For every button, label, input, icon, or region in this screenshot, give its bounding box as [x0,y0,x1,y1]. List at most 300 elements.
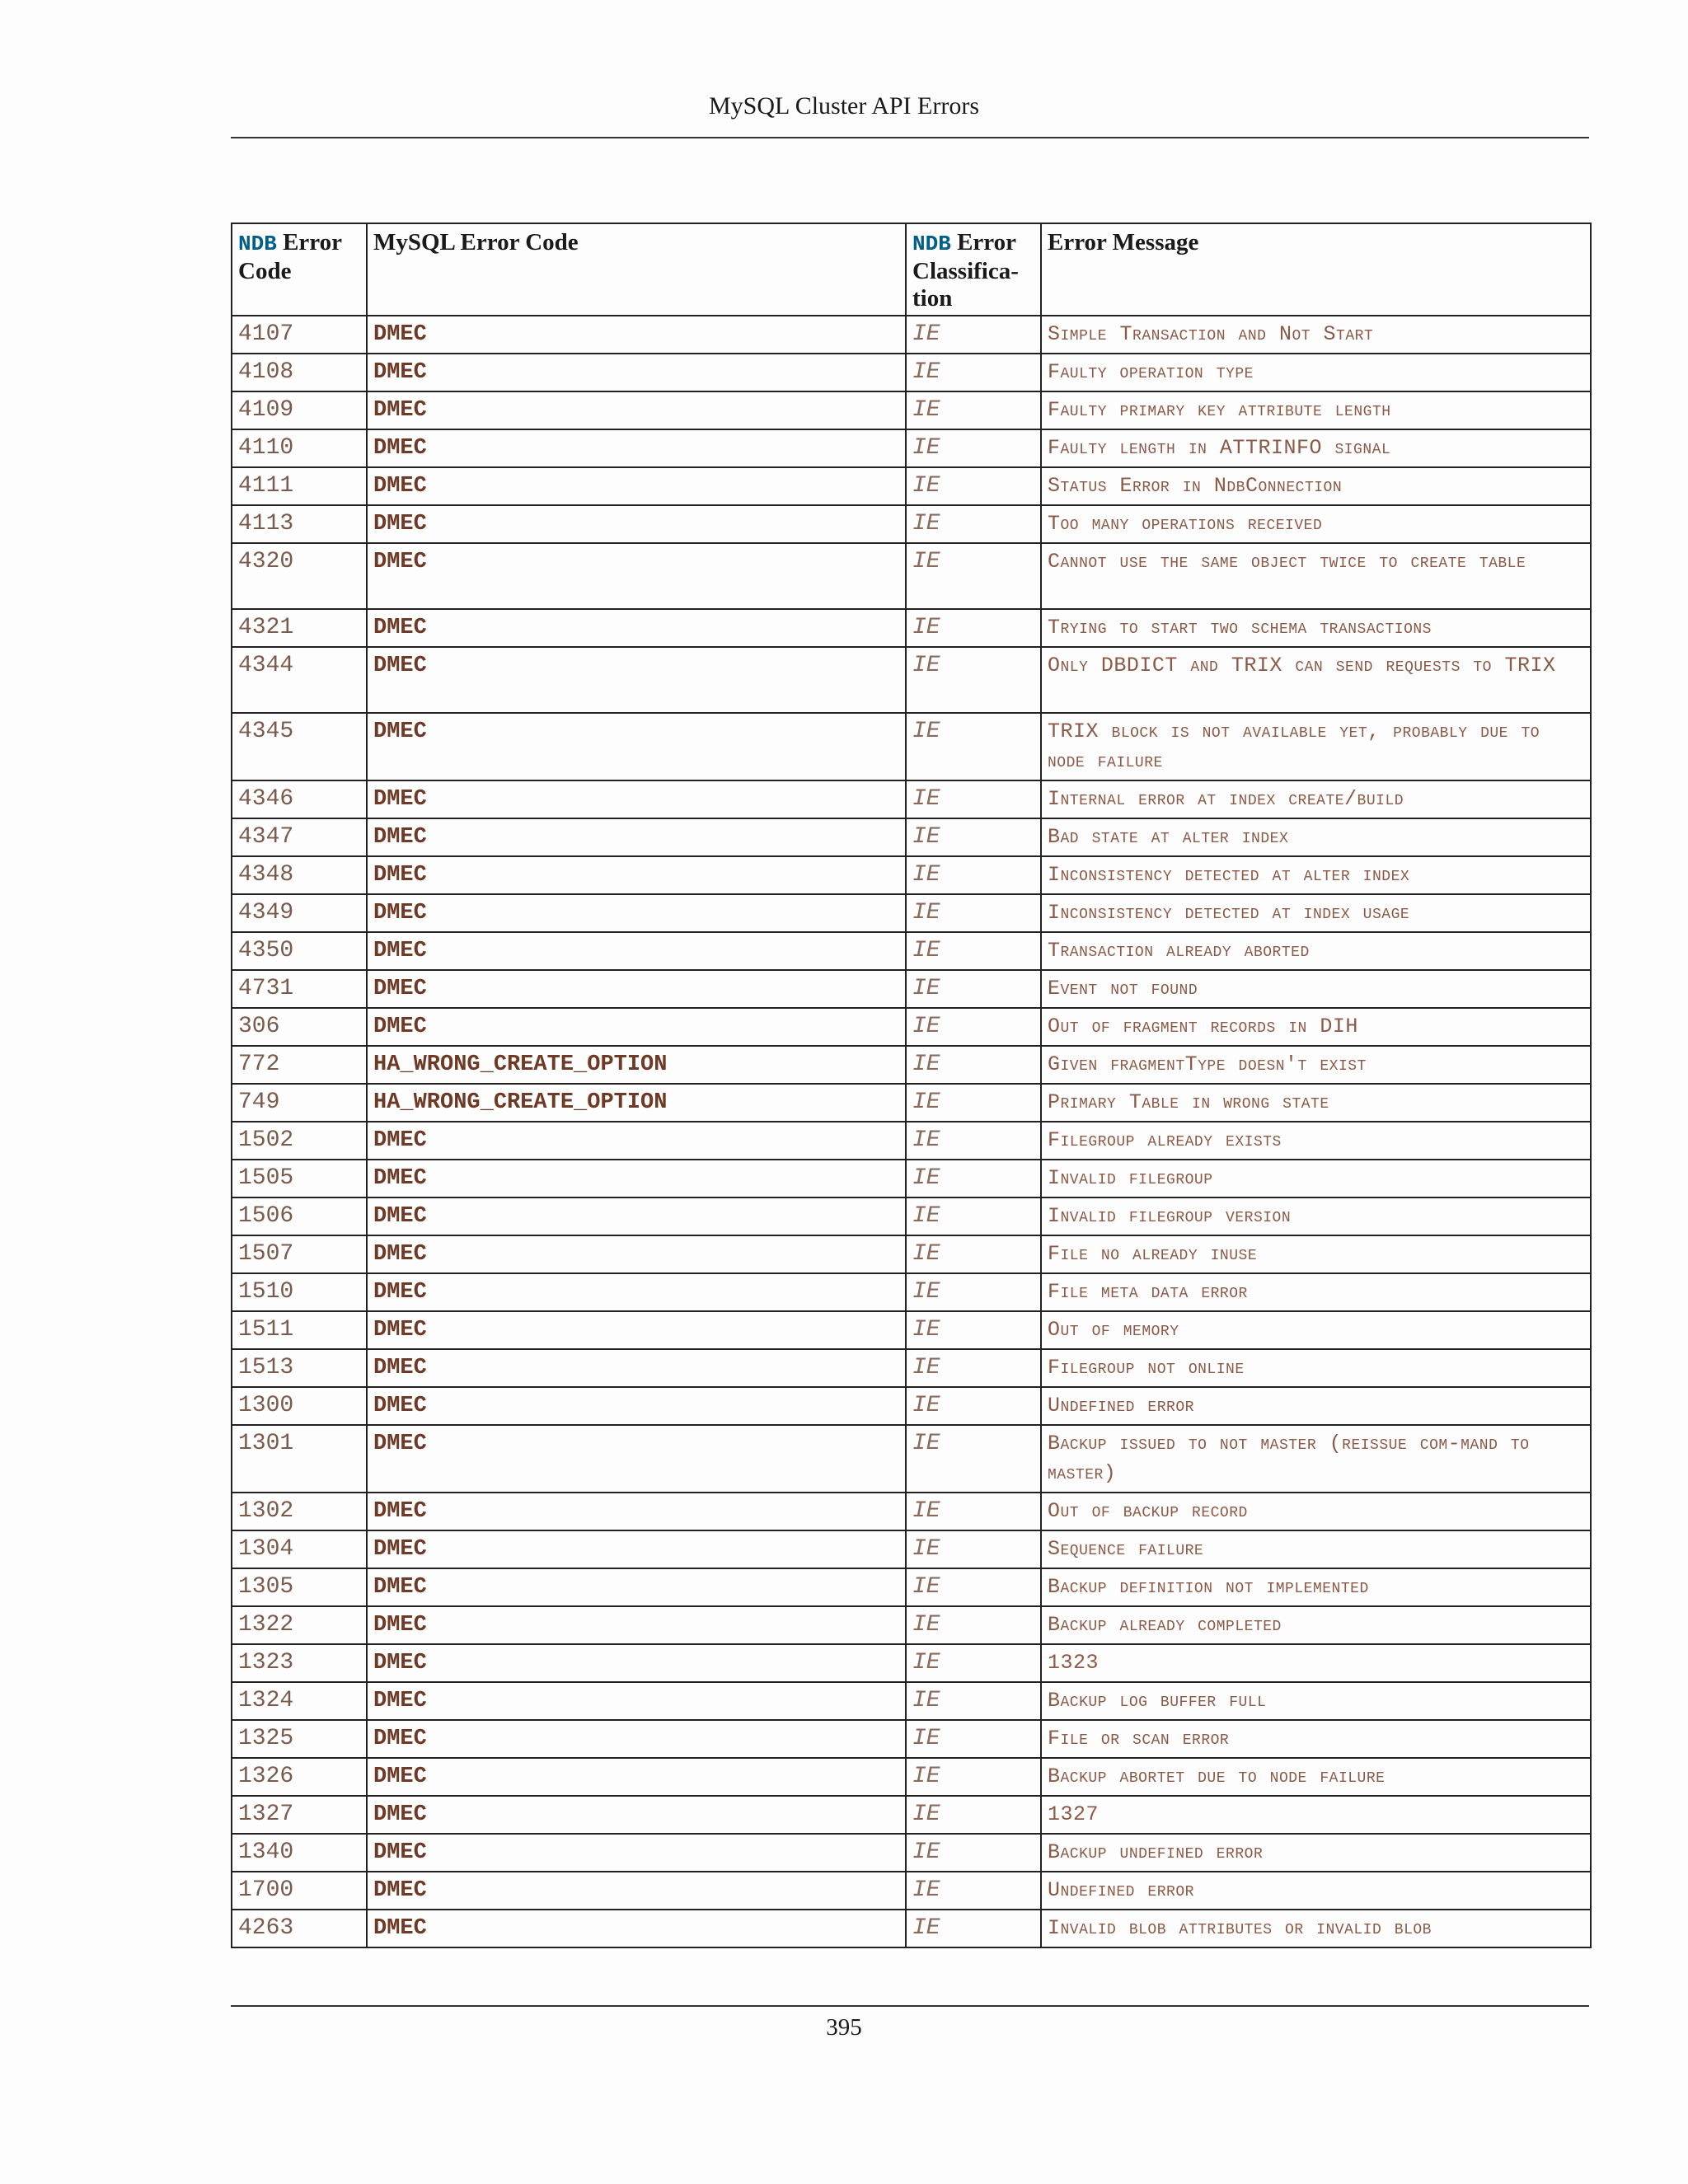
error-message-cell [1041,1644,1591,1682]
ndb-error-code-cell [232,1197,367,1235]
ndb-error-code-text: 1340 [238,1840,294,1865]
table-row [232,1273,1591,1311]
table-row [232,1197,1591,1235]
error-message-text: File meta data error [1048,1280,1248,1304]
mysql-error-code-cell [367,543,906,609]
table-row [232,1235,1591,1273]
classification-cell [906,1387,1041,1425]
mysql-error-code-cell [367,391,906,429]
ndb-error-code-text: 306 [238,1014,280,1039]
classification-cell [906,647,1041,713]
table-row [232,1160,1591,1197]
header-label: MySQL Error Code [373,229,579,255]
ndb-error-code-cell [232,1008,367,1046]
mysql-error-code-cell [367,1493,906,1530]
error-message-cell [1041,391,1591,429]
mysql-error-code-text: DMEC [373,1318,427,1343]
classification-cell [906,609,1041,647]
ndb-error-code-cell [232,1796,367,1834]
error-message-text: Inconsistency detected at alter index [1048,863,1410,887]
error-message-text: Invalid filegroup [1048,1166,1213,1190]
ndb-error-code-cell [232,354,367,391]
classification-text: IE [912,1574,940,1600]
mysql-error-code-cell [367,354,906,391]
table-row [232,429,1591,467]
error-message-cell [1041,970,1591,1008]
table-row [232,1008,1591,1046]
classification-cell [906,1008,1041,1046]
mysql-error-code-text: HA_WRONG_CREATE_OPTION [373,1090,668,1115]
header-mysql-error-code [367,223,906,316]
ndb-error-code-text: 1325 [238,1726,294,1751]
mysql-error-code-text: DMEC [373,474,427,499]
table-row [232,1872,1591,1910]
ndb-error-code-cell [232,647,367,713]
mysql-error-code-cell [367,1160,906,1197]
error-message-text: Sequence failure [1048,1537,1204,1561]
mysql-error-code-text: DMEC [373,719,427,744]
header-ndb-error-classification [906,223,1041,316]
table-row [232,818,1591,856]
error-message-text: Only DBDICT and TRIX can send requests to TRIX [1048,654,1556,677]
error-message-text: 1323 [1048,1651,1100,1675]
error-message-cell [1041,467,1591,505]
mysql-error-code-text: DMEC [373,550,427,574]
classification-cell [906,1311,1041,1349]
table-row [232,713,1591,780]
mysql-error-code-cell [367,780,906,818]
ndb-error-code-text: 1322 [238,1612,294,1638]
table-row [232,1122,1591,1160]
mysql-error-code-text: DMEC [373,398,427,423]
classification-cell [906,1720,1041,1758]
mysql-error-code-text: DMEC [373,1128,427,1153]
ndb-error-code-cell [232,1160,367,1197]
ndb-prefix: NDB [912,232,951,256]
ndb-error-code-text: 1300 [238,1393,294,1418]
error-message-text: Backup log buffer full [1048,1689,1267,1713]
ndb-error-code-text: 1304 [238,1536,294,1562]
ndb-error-code-text: 772 [238,1052,280,1077]
ndb-error-code-cell [232,856,367,894]
classification-text: IE [912,1431,940,1456]
ndb-error-code-text: 4110 [238,435,294,461]
ndb-error-code-cell [232,1682,367,1720]
table-row [232,1493,1591,1530]
error-message-cell [1041,1872,1591,1910]
classification-cell [906,1682,1041,1720]
classification-cell [906,1796,1041,1834]
table-row [232,316,1591,354]
mysql-error-code-text: DMEC [373,1689,427,1713]
classification-cell [906,543,1041,609]
mysql-error-code-text: HA_WRONG_CREATE_OPTION [373,1052,668,1077]
error-message-text: Filegroup already exists [1048,1128,1282,1152]
table-row [232,1910,1591,1947]
ndb-error-code-text: 1302 [238,1498,294,1524]
mysql-error-code-cell [367,1796,906,1834]
classification-cell [906,1425,1041,1493]
table-row [232,354,1591,391]
mysql-error-code-cell [367,1008,906,1046]
error-message-cell [1041,856,1591,894]
mysql-error-code-text: DMEC [373,1166,427,1191]
error-message-text: Invalid filegroup version [1048,1204,1292,1228]
error-message-cell [1041,894,1591,932]
classification-text: IE [912,1203,940,1229]
classification-text: IE [912,1612,940,1638]
classification-cell [906,970,1041,1008]
error-message-text: Bad state at alter index [1048,825,1289,849]
ndb-error-code-text: 4346 [238,786,294,812]
classification-cell [906,316,1041,354]
classification-text: IE [912,1536,940,1562]
error-message-text: Event not found [1048,977,1198,1001]
mysql-error-code-text: DMEC [373,1280,427,1305]
ndb-error-code-text: 4731 [238,976,294,1001]
mysql-error-code-text: DMEC [373,863,427,888]
error-message-text: Transaction already aborted [1048,939,1310,963]
error-message-cell [1041,1084,1591,1122]
classification-cell [906,1568,1041,1606]
ndb-error-code-cell [232,1046,367,1084]
ndb-error-code-cell [232,391,367,429]
mysql-error-code-cell [367,856,906,894]
error-message-text: Filegroup not online [1048,1356,1245,1380]
mysql-error-code-cell [367,1872,906,1910]
ndb-error-code-cell [232,1387,367,1425]
classification-text: IE [912,1355,940,1380]
error-message-text: Out of backup record [1048,1499,1248,1523]
classification-text: IE [912,719,940,744]
error-message-cell [1041,543,1591,609]
error-message-text: Faulty operation type [1048,360,1254,384]
mysql-error-code-text: DMEC [373,512,427,537]
mysql-error-code-text: DMEC [373,1765,427,1789]
error-message-cell [1041,1682,1591,1720]
classification-text: IE [912,653,940,678]
header-label: Classifica- [912,258,1019,284]
mysql-error-code-text: DMEC [373,1432,427,1456]
ndb-error-code-cell [232,1349,367,1387]
mysql-error-code-text: DMEC [373,1537,427,1562]
error-message-text: File no already inuse [1048,1242,1258,1266]
ndb-error-code-text: 4263 [238,1915,294,1941]
ndb-error-code-text: 4348 [238,862,294,888]
table-row [232,894,1591,932]
ndb-error-code-cell [232,713,367,780]
error-message-text: Backup definition not implemented [1048,1575,1369,1599]
classification-text: IE [912,1840,940,1865]
classification-text: IE [912,976,940,1001]
classification-cell [906,780,1041,818]
error-message-cell [1041,609,1591,647]
mysql-error-code-text: DMEC [373,322,427,347]
mysql-error-code-cell [367,1349,906,1387]
error-message-cell [1041,1834,1591,1872]
error-message-cell [1041,647,1591,713]
mysql-error-code-cell [367,1758,906,1796]
classification-cell [906,1349,1041,1387]
mysql-error-code-cell [367,1910,906,1947]
ndb-error-code-text: 4350 [238,938,294,963]
ndb-error-code-text: 1502 [238,1127,294,1153]
error-message-cell [1041,1568,1591,1606]
ndb-error-code-cell [232,1425,367,1493]
error-message-text: Out of memory [1048,1318,1179,1342]
mysql-error-code-text: DMEC [373,1204,427,1229]
ndb-error-code-cell [232,932,367,970]
mysql-error-code-cell [367,647,906,713]
error-message-cell [1041,429,1591,467]
error-message-text: Internal error at index create/build [1048,787,1404,811]
classification-cell [906,1606,1041,1644]
classification-cell [906,932,1041,970]
classification-cell [906,391,1041,429]
error-message-cell [1041,1235,1591,1273]
ndb-error-code-cell [232,543,367,609]
table-row [232,780,1591,818]
classification-cell [906,1122,1041,1160]
mysql-error-code-text: DMEC [373,1802,427,1827]
error-message-text: Undefined error [1048,1394,1194,1418]
page-number: 395 [826,2014,862,2041]
classification-text: IE [912,397,940,423]
mysql-error-code-cell [367,1425,906,1493]
error-table [231,223,1592,1948]
table-row [232,609,1591,647]
classification-text: IE [912,1498,940,1524]
classification-cell [906,1235,1041,1273]
mysql-error-code-cell [367,713,906,780]
classification-cell [906,894,1041,932]
classification-cell [906,1758,1041,1796]
header-label: tion [912,285,953,312]
ndb-error-code-cell [232,1530,367,1568]
error-message-text: 1327 [1048,1802,1100,1826]
ndb-error-code-cell [232,1644,367,1682]
ndb-error-code-cell [232,1493,367,1530]
classification-cell [906,1493,1041,1530]
table-row [232,856,1591,894]
ndb-error-code-cell [232,1606,367,1644]
error-message-text: Undefined error [1048,1878,1194,1902]
classification-text: IE [912,435,940,461]
error-message-text: Too many operations received [1048,512,1323,536]
mysql-error-code-cell [367,467,906,505]
header-error-message [1041,223,1591,316]
error-message-cell [1041,932,1591,970]
error-message-text: Simple Transaction and Not Start [1048,322,1374,346]
table-row [232,647,1591,713]
classification-text: IE [912,786,940,812]
error-message-cell [1041,1160,1591,1197]
ndb-error-code-text: 4345 [238,719,294,744]
ndb-error-code-text: 1326 [238,1764,294,1789]
table-row [232,1425,1591,1493]
classification-cell [906,1273,1041,1311]
classification-text: IE [912,900,940,926]
classification-text: IE [912,615,940,640]
error-message-text: Primary Table in wrong state [1048,1090,1329,1114]
classification-cell [906,1530,1041,1568]
table-header-row [232,223,1591,316]
classification-text: IE [912,1802,940,1827]
mysql-error-code-text: DMEC [373,1727,427,1751]
classification-text: IE [912,473,940,499]
classification-cell [906,1197,1041,1235]
ndb-error-code-cell [232,316,367,354]
error-message-text: Backup abortet due to node failure [1048,1765,1386,1788]
ndb-error-code-cell [232,1084,367,1122]
mysql-error-code-text: DMEC [373,1878,427,1903]
table-row [232,1046,1591,1084]
ndb-error-code-cell [232,894,367,932]
mysql-error-code-text: DMEC [373,654,427,678]
header-label: Error [957,229,1016,255]
ndb-error-code-cell [232,1910,367,1947]
mysql-error-code-cell [367,1530,906,1568]
mysql-error-code-cell [367,818,906,856]
classification-text: IE [912,1650,940,1675]
error-message-cell [1041,1720,1591,1758]
ndb-error-code-text: 1305 [238,1574,294,1600]
classification-text: IE [912,1393,940,1418]
ndb-error-code-cell [232,1758,367,1796]
classification-text: IE [912,862,940,888]
mysql-error-code-cell [367,894,906,932]
table-row [232,391,1591,429]
mysql-error-code-cell [367,1387,906,1425]
error-message-cell [1041,1311,1591,1349]
mysql-error-code-text: DMEC [373,1356,427,1380]
mysql-error-code-cell [367,970,906,1008]
ndb-error-code-text: 4109 [238,397,294,423]
mysql-error-code-text: DMEC [373,825,427,850]
ndb-error-code-cell [232,505,367,543]
mysql-error-code-cell [367,1197,906,1235]
table-row [232,970,1591,1008]
mysql-error-code-text: DMEC [373,1916,427,1941]
mysql-error-code-text: DMEC [373,977,427,1001]
table-row [232,467,1591,505]
classification-text: IE [912,1764,940,1789]
classification-text: IE [912,1688,940,1713]
mysql-error-code-text: DMEC [373,1499,427,1524]
table-row [232,543,1591,609]
table-row [232,1834,1591,1872]
classification-cell [906,1084,1041,1122]
ndb-error-code-cell [232,1122,367,1160]
table-row [232,505,1591,543]
table-body [232,316,1591,1947]
error-message-text: TRIX block is not available yet, probably due to node failure [1048,719,1540,773]
ndb-error-code-text: 1505 [238,1165,294,1191]
table-row [232,932,1591,970]
error-message-cell [1041,1606,1591,1644]
classification-text: IE [912,1877,940,1903]
classification-cell [906,354,1041,391]
error-message-text: Given fragmentType doesn't exist [1048,1052,1367,1076]
table-row [232,1644,1591,1682]
error-message-cell [1041,1197,1591,1235]
ndb-error-code-cell [232,429,367,467]
ndb-error-code-cell [232,1568,367,1606]
error-message-cell [1041,1349,1591,1387]
mysql-error-code-cell [367,1606,906,1644]
header-ndb-error-code [232,223,367,316]
ndb-error-code-text: 4113 [238,511,294,537]
ndb-error-code-text: 4344 [238,653,294,678]
mysql-error-code-cell [367,932,906,970]
error-message-cell [1041,1387,1591,1425]
error-message-cell [1041,1425,1591,1493]
mysql-error-code-text: DMEC [373,616,427,640]
classification-cell [906,1046,1041,1084]
header-label: Code [238,258,292,284]
ndb-error-code-cell [232,609,367,647]
header-label: Error [283,229,342,255]
classification-cell [906,1834,1041,1872]
header-rule [231,137,1589,138]
error-message-cell [1041,1273,1591,1311]
classification-text: IE [912,1317,940,1343]
error-message-text: Out of fragment records in DIH [1048,1015,1358,1038]
mysql-error-code-text: DMEC [373,901,427,926]
classification-text: IE [912,511,940,537]
mysql-error-code-cell [367,1046,906,1084]
mysql-error-code-cell [367,1682,906,1720]
ndb-error-code-text: 4321 [238,615,294,640]
table-row [232,1530,1591,1568]
ndb-error-code-cell [232,1311,367,1349]
error-message-text: Backup issued to not master (reissue com-mand to master) [1048,1432,1530,1485]
mysql-error-code-cell [367,1122,906,1160]
ndb-prefix: NDB [238,232,277,256]
error-message-cell [1041,316,1591,354]
error-message-cell [1041,1122,1591,1160]
classification-text: IE [912,824,940,850]
ndb-error-code-cell [232,818,367,856]
error-message-text: Invalid blob attributes or invalid blob [1048,1916,1432,1940]
classification-cell [906,856,1041,894]
classification-text: IE [912,359,940,385]
ndb-error-code-text: 1513 [238,1355,294,1380]
error-message-text: Cannot use the same object twice to create table [1048,550,1526,574]
classification-text: IE [912,1915,940,1941]
error-message-cell [1041,713,1591,780]
ndb-error-code-cell [232,467,367,505]
footer-rule [231,2005,1589,2007]
error-message-cell [1041,1758,1591,1796]
mysql-error-code-cell [367,609,906,647]
error-message-cell [1041,1493,1591,1530]
mysql-error-code-text: DMEC [373,939,427,963]
ndb-error-code-text: 1323 [238,1650,294,1675]
mysql-error-code-cell [367,1568,906,1606]
mysql-error-code-text: DMEC [373,1242,427,1267]
error-message-text: File or scan error [1048,1727,1230,1750]
mysql-error-code-text: DMEC [373,1651,427,1675]
classification-text: IE [912,1014,940,1039]
mysql-error-code-cell [367,505,906,543]
mysql-error-code-text: DMEC [373,1840,427,1865]
table-row [232,1084,1591,1122]
ndb-error-code-text: 1700 [238,1877,294,1903]
mysql-error-code-cell [367,1311,906,1349]
ndb-error-code-text: 1324 [238,1688,294,1713]
table-row [232,1796,1591,1834]
